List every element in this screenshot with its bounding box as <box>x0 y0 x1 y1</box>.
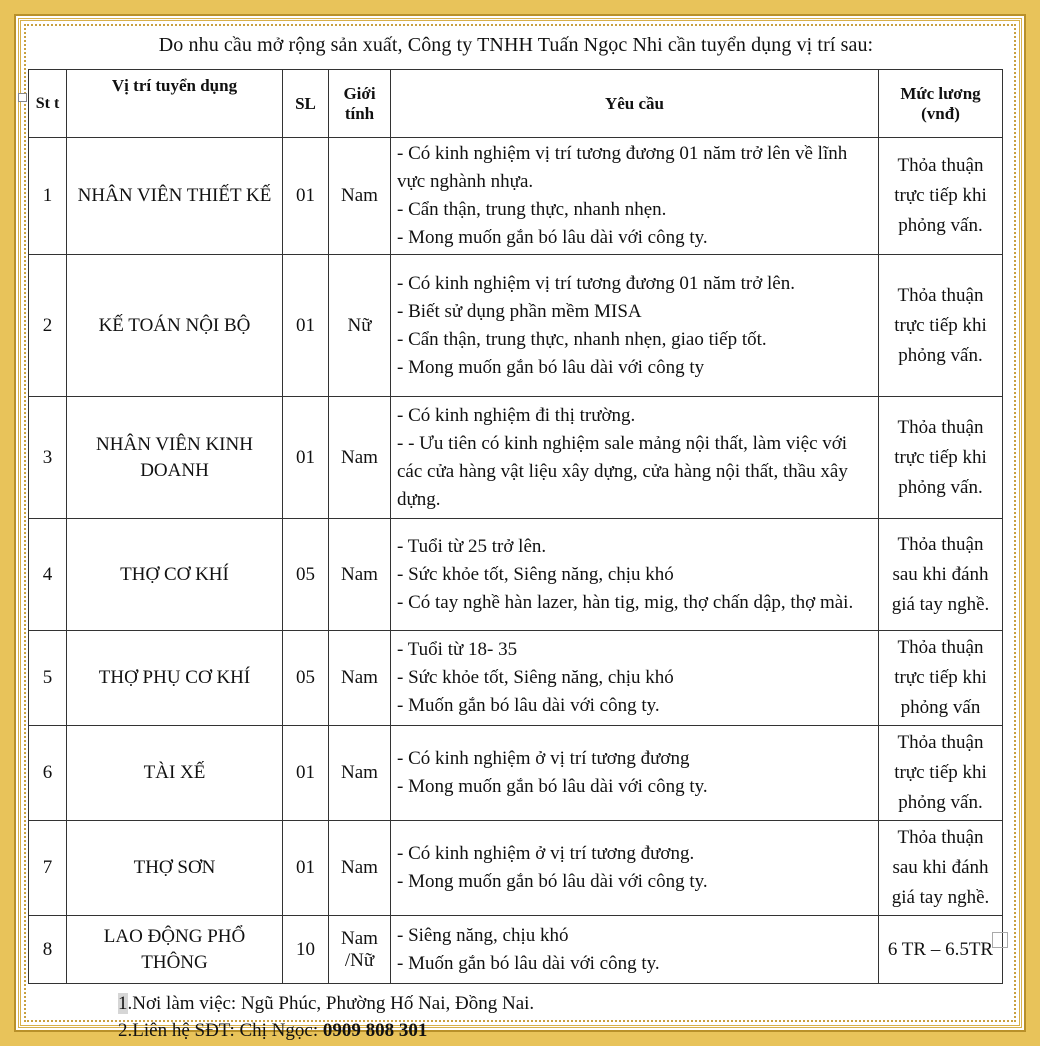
table-header-row <box>29 70 1003 138</box>
cell-salary: 6 TR – 6.5TR <box>879 916 1003 984</box>
requirement-line: - Có kinh nghiệm vị trí tương đương 01 năm trở lên về lĩnh vực nghành nhựa. <box>397 143 848 192</box>
requirement-line: - Có kinh nghiệm đi thị trường. <box>397 404 636 426</box>
requirement-line: - Có kinh nghiệm vị trí tương đương 01 năm trở lên. <box>397 272 795 294</box>
cell-salary: Thỏa thuận trực tiếp khi phỏng vấn. <box>879 255 1003 397</box>
footer-workplace-text: .Nơi làm việc: Ngũ Phúc, Phường Hố Nai, Đồng Nai. <box>127 993 535 1014</box>
cell-stt: 1 <box>29 138 67 255</box>
cell-stt: 2 <box>29 255 67 397</box>
requirement-line: - Biết sử dụng phần mềm MISA <box>397 300 642 322</box>
requirement-line: - Cẩn thận, trung thực, nhanh nhẹn, giao tiếp tốt. <box>397 328 767 350</box>
cell-position: THỢ SƠN <box>67 821 283 916</box>
footer-workplace <box>118 990 1004 1017</box>
cell-requirements <box>391 397 879 519</box>
cell-gender: Nam <box>329 631 391 726</box>
cell-salary: Thỏa thuận sau khi đánh giá tay nghề. <box>879 519 1003 631</box>
cell-gender: Nam <box>329 726 391 821</box>
cell-requirements <box>391 255 879 397</box>
cell-salary: Thỏa thuận trực tiếp khi phỏng vấn. <box>879 726 1003 821</box>
header-gender-line2: tính <box>344 103 375 123</box>
cell-qty: 05 <box>283 631 329 726</box>
table-row <box>29 397 1003 519</box>
cell-gender: Nữ <box>329 255 391 397</box>
cell-requirements <box>391 726 879 821</box>
cell-stt: 8 <box>29 916 67 984</box>
footer <box>28 990 1004 1044</box>
cell-position: LAO ĐỘNG PHỔ THÔNG <box>67 916 283 984</box>
cell-requirements <box>391 138 879 255</box>
footer-contact-text: 2.Liên hệ SĐT: Chị Ngọc: <box>118 1020 323 1041</box>
table-row <box>29 255 1003 397</box>
header-stt: St t <box>29 70 67 138</box>
cell-position: NHÂN VIÊN KINH DOANH <box>67 397 283 519</box>
requirement-line: - Có kinh nghiệm ở vị trí tương đương <box>397 748 690 769</box>
intro-text: Do nhu cầu mở rộng sản xuất, Công ty TNHH Tuấn Ngọc Nhi cần tuyển dụng vị trí sau: <box>158 34 874 56</box>
requirement-line: - Mong muốn gắn bó lâu dài với công ty. <box>397 776 708 797</box>
cell-requirements <box>391 916 879 984</box>
cell-qty: 01 <box>283 255 329 397</box>
cell-position: NHÂN VIÊN THIẾT KẾ <box>67 138 283 255</box>
document-body <box>28 28 1004 1044</box>
table-row <box>29 726 1003 821</box>
header-position: Vị trí tuyển dụng <box>67 70 283 138</box>
header-salary <box>879 70 1003 138</box>
requirement-line: - Tuổi từ 18- 35 <box>397 639 518 660</box>
header-qty: SL <box>283 70 329 138</box>
cell-stt: 5 <box>29 631 67 726</box>
requirement-line: - - Ưu tiên có kinh nghiệm sale mảng nội thất, làm việc với các cửa hàng vật liệu xây dựng, cửa hàng nội thất, thầu xây dựng. <box>397 432 848 510</box>
header-gender <box>329 70 391 138</box>
cell-salary: Thỏa thuận trực tiếp khi phỏng vấn. <box>879 138 1003 255</box>
cell-qty: 05 <box>283 519 329 631</box>
requirement-line: - Muốn gắn bó lâu dài với công ty. <box>397 952 660 974</box>
cell-salary: Thỏa thuận sau khi đánh giá tay nghề. <box>879 821 1003 916</box>
requirement-line: - Mong muốn gắn bó lâu dài với công ty. <box>397 871 708 892</box>
cell-qty: 01 <box>283 821 329 916</box>
cell-stt: 7 <box>29 821 67 916</box>
requirement-line: - Sức khỏe tốt, Siêng năng, chịu khó <box>397 667 674 688</box>
footer-workplace-number: 1 <box>118 993 128 1014</box>
table-body <box>29 138 1003 984</box>
jobs-table <box>28 69 1003 984</box>
cell-gender: Nam <box>329 821 391 916</box>
cell-position: TÀI XẾ <box>67 726 283 821</box>
table-row <box>29 916 1003 984</box>
cell-requirements <box>391 519 879 631</box>
requirement-line: - Mong muốn gắn bó lâu dài với công ty. <box>397 227 708 248</box>
requirement-line: - Có kinh nghiệm ở vị trí tương đương. <box>397 843 695 864</box>
header-gender-line1: Giới <box>343 83 376 103</box>
cell-qty: 01 <box>283 726 329 821</box>
cell-gender: Nam /Nữ <box>329 916 391 984</box>
cell-qty: 01 <box>283 138 329 255</box>
cell-salary: Thỏa thuận trực tiếp khi phỏng vấn <box>879 631 1003 726</box>
cell-stt: 4 <box>29 519 67 631</box>
cell-qty: 01 <box>283 397 329 519</box>
cell-stt: 6 <box>29 726 67 821</box>
requirement-line: - Tuổi từ 25 trở lên. <box>397 535 547 557</box>
table-row <box>29 519 1003 631</box>
cell-qty: 10 <box>283 916 329 984</box>
table-row <box>29 821 1003 916</box>
requirement-line: - Mong muốn gắn bó lâu dài với công ty <box>397 356 705 378</box>
table-wrapper <box>28 69 1004 984</box>
table-resize-handle-icon[interactable] <box>992 932 1008 948</box>
cell-salary: Thỏa thuận trực tiếp khi phỏng vấn. <box>879 397 1003 519</box>
header-requirements: Yêu cầu <box>391 70 879 138</box>
table-row <box>29 138 1003 255</box>
cell-position: THỢ PHỤ CƠ KHÍ <box>67 631 283 726</box>
cell-position: KẾ TOÁN NỘI BỘ <box>67 255 283 397</box>
header-salary-line2: (vnđ) <box>921 103 960 123</box>
cell-requirements <box>391 821 879 916</box>
requirement-line: - Muốn gắn bó lâu dài với công ty. <box>397 695 660 716</box>
cell-requirements <box>391 631 879 726</box>
cell-stt: 3 <box>29 397 67 519</box>
header-salary-line1: Mức lương <box>900 83 981 103</box>
table-move-handle-icon[interactable] <box>18 93 27 102</box>
cell-gender: Nam <box>329 138 391 255</box>
requirement-line: - Có tay nghề hàn lazer, hàn tig, mig, thợ chấn dập, thợ mài. <box>397 591 854 613</box>
requirement-line: - Cẩn thận, trung thực, nhanh nhẹn. <box>397 199 667 220</box>
footer-contact <box>118 1017 1004 1044</box>
table-row <box>29 631 1003 726</box>
cell-gender: Nam <box>329 519 391 631</box>
footer-phone: 0909 808 301 <box>322 1020 428 1041</box>
requirement-line: - Sức khỏe tốt, Siêng năng, chịu khó <box>397 563 674 585</box>
cell-position: THỢ CƠ KHÍ <box>67 519 283 631</box>
requirement-line: - Siêng năng, chịu khó <box>397 924 569 946</box>
cell-gender: Nam <box>329 397 391 519</box>
